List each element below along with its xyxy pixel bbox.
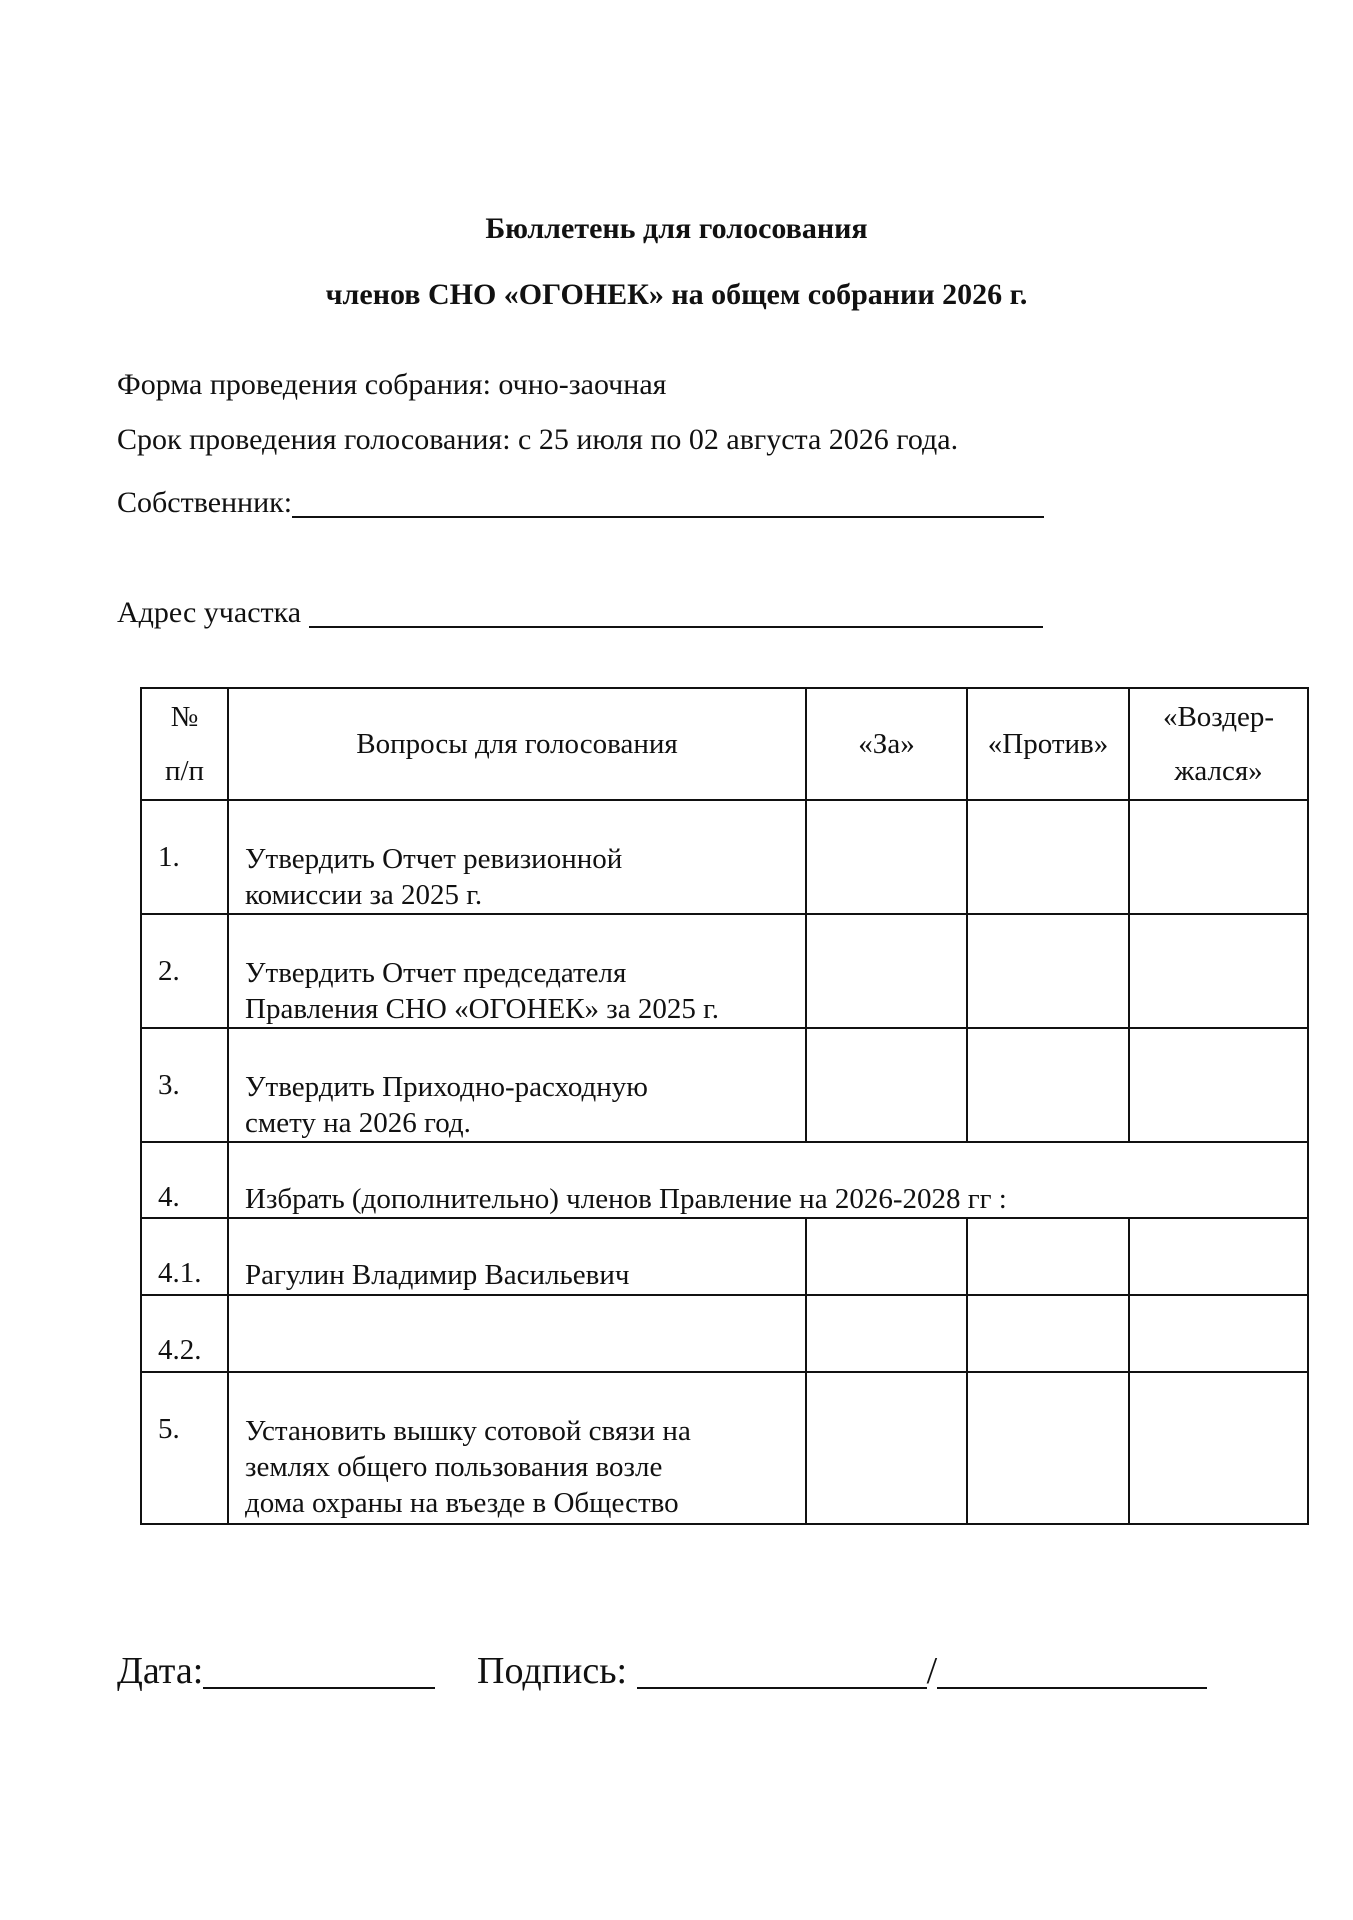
vote-against-cell[interactable] — [967, 1218, 1129, 1295]
row-number: 5. — [141, 1372, 228, 1524]
row-question: Утвердить Приходно-расходную смету на 2026 год. — [228, 1028, 806, 1142]
row-number: 2. — [141, 914, 228, 1028]
row-number: 4.2. — [141, 1295, 228, 1372]
vote-against-cell[interactable] — [967, 800, 1129, 914]
vote-against-cell[interactable] — [967, 914, 1129, 1028]
row-question: Утвердить Отчет председателя Правления СНО «ОГОНЕК» за 2025 г. — [228, 914, 806, 1028]
table-row — [141, 1372, 1308, 1524]
row-number: 1. — [141, 800, 228, 914]
vote-for-cell[interactable] — [806, 1372, 967, 1524]
address-field — [117, 592, 1043, 628]
row-candidate[interactable] — [228, 1295, 806, 1372]
vote-abstain-cell[interactable] — [1129, 1372, 1308, 1524]
header-for: «За» — [806, 688, 967, 800]
row-number: 4. — [141, 1142, 228, 1218]
row-question: Установить вышку сотовой связи на землях общего пользования возле дома охраны на въезде в Общество — [228, 1372, 806, 1524]
date-field — [117, 1645, 435, 1690]
meeting-form-line: Форма проведения собрания: очно-заочная — [117, 368, 667, 401]
owner-blank-line[interactable] — [292, 488, 1044, 518]
vote-for-cell[interactable] — [806, 914, 967, 1028]
table-row — [141, 800, 1308, 914]
owner-field — [117, 482, 1044, 518]
header-against: «Против» — [967, 688, 1129, 800]
address-blank-line[interactable] — [309, 598, 1043, 628]
table-row — [141, 1295, 1308, 1372]
vote-abstain-cell[interactable] — [1129, 914, 1308, 1028]
row-number: 4.1. — [141, 1218, 228, 1295]
row-question: Утвердить Отчет ревизионной комиссии за 2025 г. — [228, 800, 806, 914]
table-row — [141, 1142, 1308, 1218]
signature-blank-line[interactable] — [637, 1651, 927, 1689]
vote-abstain-cell[interactable] — [1129, 1218, 1308, 1295]
ballot-subtitle: членов СНО «ОГОНЕК» на общем собрании 2026 г. — [325, 278, 1028, 311]
header-number: № п/п — [141, 688, 228, 800]
table-row — [141, 1218, 1308, 1295]
owner-label: Собственник: — [117, 486, 293, 519]
signature-field — [477, 1645, 1207, 1690]
row-candidate: Рагулин Владимир Васильевич — [228, 1218, 806, 1295]
table-row — [141, 914, 1308, 1028]
header-question: Вопросы для голосования — [228, 688, 806, 800]
row-question: Избрать (дополнительно) членов Правление на 2026-2028 гг : — [228, 1142, 1308, 1218]
vote-against-cell[interactable] — [967, 1372, 1129, 1524]
vote-abstain-cell[interactable] — [1129, 1028, 1308, 1142]
vote-against-cell[interactable] — [967, 1295, 1129, 1372]
table-row — [141, 1028, 1308, 1142]
date-blank-line[interactable] — [203, 1651, 435, 1689]
vote-against-cell[interactable] — [967, 1028, 1129, 1142]
vote-for-cell[interactable] — [806, 1295, 967, 1372]
signature-label: Подпись: — [477, 1650, 637, 1692]
table-header-row — [141, 688, 1308, 800]
row-number: 3. — [141, 1028, 228, 1142]
address-label: Адрес участка — [117, 596, 309, 629]
signature-slash: / — [926, 1650, 938, 1692]
voting-table — [140, 687, 1309, 1525]
voting-period-line: Срок проведения голосования: с 25 июля по 02 августа 2026 года. — [117, 423, 959, 456]
date-label: Дата: — [117, 1650, 204, 1692]
vote-for-cell[interactable] — [806, 1218, 967, 1295]
signature-name-blank-line[interactable] — [937, 1651, 1207, 1689]
vote-for-cell[interactable] — [806, 800, 967, 914]
vote-abstain-cell[interactable] — [1129, 1295, 1308, 1372]
vote-abstain-cell[interactable] — [1129, 800, 1308, 914]
ballot-title: Бюллетень для голосования — [485, 212, 868, 245]
vote-for-cell[interactable] — [806, 1028, 967, 1142]
header-abstain: «Воздер- жался» — [1129, 688, 1308, 800]
